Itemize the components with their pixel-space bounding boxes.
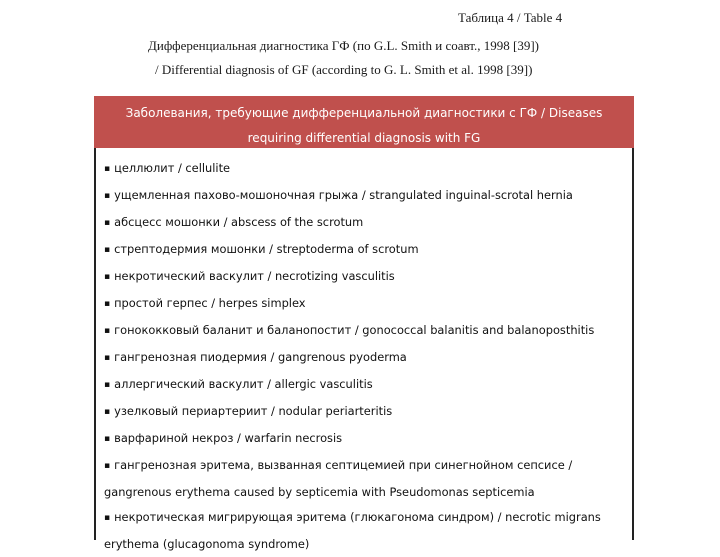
list-item xyxy=(104,453,626,505)
list-item-text: гонококковый баланит и баланопостит / gonococcal balanitis and balanoposthitis xyxy=(114,323,595,337)
table-title-ru: Дифференциальная диагностика ГФ (по G.L. Smith и соавт., 1998 [39]) xyxy=(148,38,539,53)
table-header: Заболевания, требующие дифференциальной диагностики с ГФ / Diseases requiring differential diagnosis with FG xyxy=(94,96,634,148)
bullet-icon: ▪ xyxy=(104,461,111,471)
bullet-icon: ▪ xyxy=(104,380,111,390)
list-item-text: некротический васкулит / necrotizing vasculitis xyxy=(114,269,395,283)
bullet-icon: ▪ xyxy=(104,353,111,363)
bullet-icon: ▪ xyxy=(104,191,111,201)
list-item xyxy=(104,210,626,237)
table-number: Таблица 4 / Table 4 xyxy=(458,10,563,25)
bullet-icon: ▪ xyxy=(104,272,111,282)
list-item-text: аллергический васкулит / allergic vasculitis xyxy=(114,377,373,391)
list-item xyxy=(104,372,626,399)
bullet-icon: ▪ xyxy=(104,299,111,309)
bullet-icon: ▪ xyxy=(104,407,111,417)
list-item xyxy=(104,318,626,345)
list-item-text: целлюлит / cellulite xyxy=(114,161,231,175)
list-item xyxy=(104,345,626,372)
list-item xyxy=(104,426,626,453)
differential-diagnosis-table xyxy=(94,96,634,551)
list-item-text: узелковый периартериит / nodular periarteritis xyxy=(114,404,393,418)
diseases-list xyxy=(96,148,632,557)
list-item-text: гангренозная эритема, вызванная септицемией при синегнойном сепсисе / gangrenous erythema caused by septicemia with Pseudomonas septicemia xyxy=(104,458,573,499)
list-item xyxy=(104,183,626,210)
list-item xyxy=(104,505,626,557)
list-item-text: гангренозная пиодермия / gangrenous pyoderma xyxy=(114,350,407,364)
bullet-icon: ▪ xyxy=(104,164,111,174)
bullet-icon: ▪ xyxy=(104,326,111,336)
list-item xyxy=(104,237,626,264)
table-title-en: / Differential diagnosis of GF (according to G. L. Smith et al. 1998 [39]) xyxy=(155,62,533,77)
bullet-icon: ▪ xyxy=(104,245,111,255)
list-item xyxy=(104,399,626,426)
list-item-text: абсцесс мошонки / abscess of the scrotum xyxy=(114,215,364,229)
bullet-icon: ▪ xyxy=(104,434,111,444)
list-item xyxy=(104,264,626,291)
list-item xyxy=(104,291,626,318)
list-item-text: стрептодермия мошонки / streptoderma of scrotum xyxy=(114,242,419,256)
list-item-text: ущемленная пахово-мошоночная грыжа / strangulated inguinal-scrotal hernia xyxy=(114,188,573,202)
list-item-text: варфариной некроз / warfarin necrosis xyxy=(114,431,343,445)
list-item-text: простой герпес / herpes simplex xyxy=(114,296,306,310)
bullet-icon: ▪ xyxy=(104,513,111,523)
list-item-text: некротическая мигрирующая эритема (глюкагонома синдром) / necrotic migrans erythema (glucagonoma syndrome) xyxy=(104,510,601,551)
bullet-icon: ▪ xyxy=(104,218,111,228)
list-item xyxy=(104,156,626,183)
